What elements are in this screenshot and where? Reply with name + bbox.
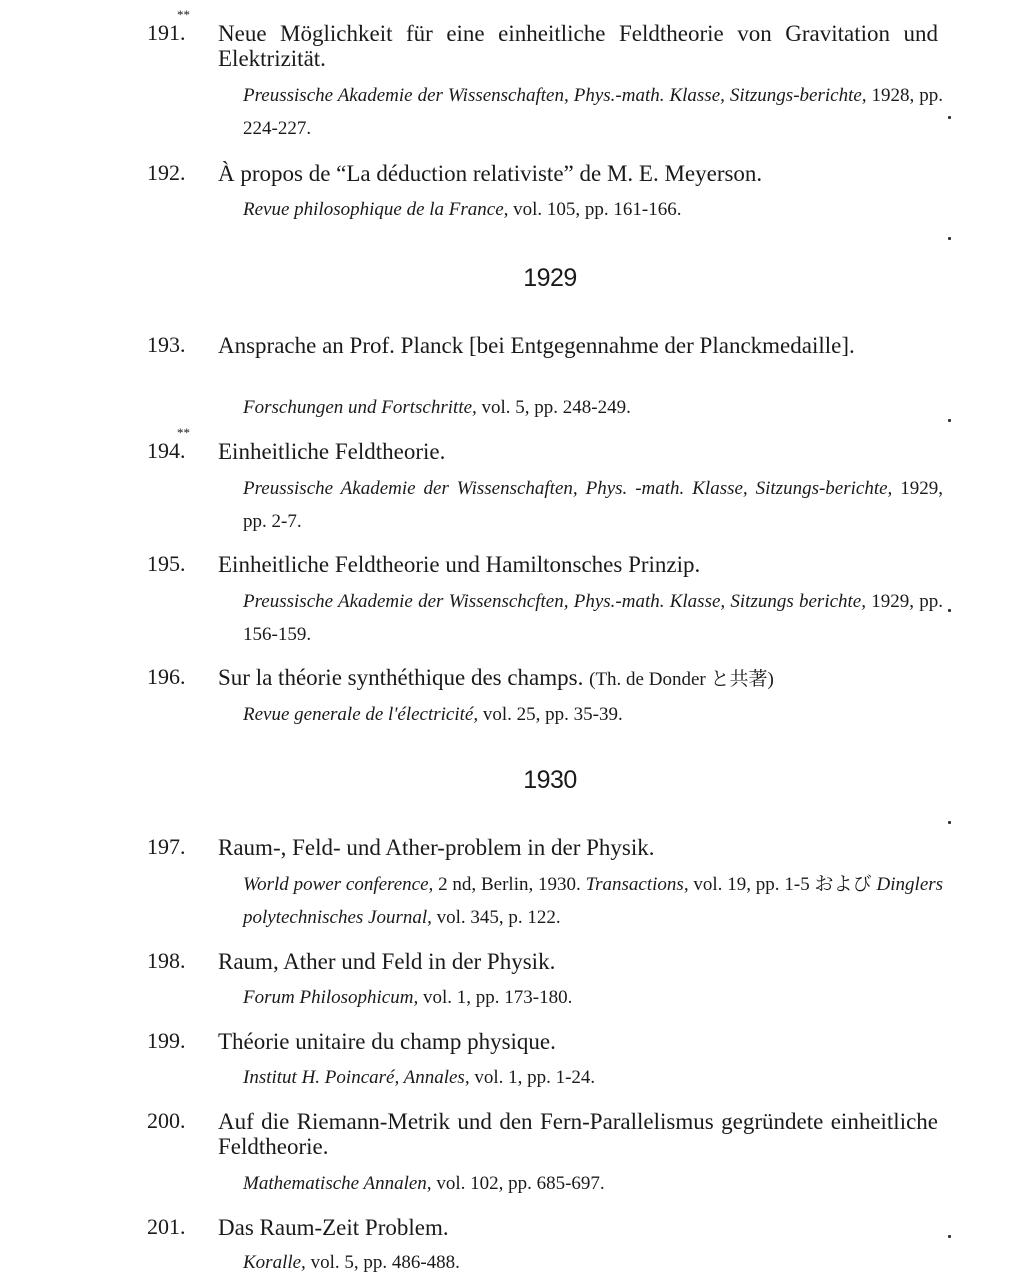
year-heading-1930: 1930 <box>523 766 577 794</box>
citation-details: 1929, pp. 156-159. <box>243 591 943 645</box>
journal-name: Forum Philosophicum, <box>243 987 419 1008</box>
entry-title: Raum-, Feld- und Ather-problem in der Physik. <box>218 835 655 860</box>
entry-title: Einheitliche Feldtheorie. <box>218 439 446 464</box>
citation-details: vol. 1, pp. 1-24. <box>469 1067 596 1088</box>
year-heading-1929: 1929 <box>523 264 577 292</box>
scan-speck <box>948 419 951 422</box>
journal-name: Mathematische Annalen, <box>243 1173 432 1194</box>
entry-number: 195. <box>147 551 186 576</box>
entry-title: Einheitliche Feldtheorie und Hamiltonsches Prinzip. <box>218 552 701 577</box>
entry-citation <box>243 79 943 145</box>
entry-title: Neue Möglichkeit für eine einheitliche Feldtheorie von Gravitation und Elektrizität. <box>218 21 938 71</box>
journal-name: Revue generale de l'électricité, <box>243 704 479 725</box>
citation-details: vol. 5, pp. 486-488. <box>305 1252 460 1273</box>
entry-number: 201. <box>147 1214 186 1239</box>
double-asterisk-mark: ** <box>177 425 190 440</box>
entry-citation <box>243 391 943 424</box>
scan-speck <box>948 821 951 824</box>
entry-citation <box>243 193 943 226</box>
entry-citation <box>243 585 943 651</box>
entry-number: 200. <box>147 1108 186 1133</box>
entry-title: À propos de “La déduction relativiste” de M. E. Meyerson. <box>218 161 763 186</box>
scan-speck <box>948 237 951 240</box>
entry-title: Das Raum-Zeit Problem. <box>218 1215 449 1240</box>
citation-details: vol. 25, pp. 35-39. <box>478 704 623 725</box>
entry-title-line <box>218 665 938 692</box>
scan-speck <box>948 116 951 119</box>
entry-citation <box>243 981 943 1014</box>
entry-number: 197. <box>147 834 186 859</box>
entry-citation <box>243 868 943 934</box>
entry-title: Sur la théorie synthéthique des champs. <box>218 665 584 690</box>
entry-number: 199. <box>147 1028 186 1053</box>
double-asterisk-mark: ** <box>177 7 190 22</box>
entry-title: Raum, Ather und Feld in der Physik. <box>218 949 556 974</box>
entry-number: 194. <box>147 438 186 463</box>
scan-speck <box>948 609 951 612</box>
entry-number: 193. <box>147 332 186 357</box>
entry-title: Ansprache an Prof. Planck [bei Entgegennahme der Planckmedaille]. <box>218 333 855 358</box>
entry-number: 196. <box>147 664 186 689</box>
entry-citation <box>243 698 943 731</box>
citation-details: vol. 102, pp. 685-697. <box>431 1173 605 1194</box>
entry-number: 192. <box>147 160 186 185</box>
entry-citation <box>243 1246 943 1279</box>
entry-number: 198. <box>147 948 186 973</box>
journal-name: Preussische Akademie der Wissenschaften, Phys.-math. Klasse, Sitzungs-berichte, <box>243 85 867 106</box>
scan-speck <box>948 1235 951 1238</box>
citation-details-2: vol. 19, pp. 1-5 および <box>688 874 872 895</box>
entry-citation <box>243 472 943 538</box>
citation-details: 2 nd, Berlin, 1930. <box>433 874 581 895</box>
entry-citation <box>243 1061 943 1094</box>
citation-details: vol. 5, pp. 248-249. <box>476 397 631 418</box>
entry-title: Théorie unitaire du champ physique. <box>218 1029 556 1054</box>
citation-details: 1928, pp. 224-227. <box>243 85 943 139</box>
journal-name: World power conference, <box>243 874 434 895</box>
journal-name: Institut H. Poincaré, Annales, <box>243 1067 470 1088</box>
journal-name: Koralle, <box>243 1252 306 1273</box>
citation-details: vol. 1, pp. 173-180. <box>418 987 573 1008</box>
entry-number: 191. <box>147 20 186 45</box>
journal-name: Preussische Akademie der Wissenschaften, Phys. -math. Klasse, Sitzungs-berichte, <box>243 478 893 499</box>
coauthor-note: (Th. de Donder と共著) <box>589 669 774 690</box>
journal-name-2: Transactions, <box>585 874 689 895</box>
journal-name: Revue philosophique de la France, <box>243 199 509 220</box>
journal-name: Forschungen und Fortschritte, <box>243 397 477 418</box>
entry-title: Auf die Riemann-Metrik und den Fern-Parallelismus gegründete einheitliche Feldtheorie. <box>218 1109 938 1159</box>
journal-name-3: Dinglers polytechnisches Journal, <box>243 874 944 928</box>
journal-name: Preussische Akademie der Wissenschcften, Phys.-math. Klasse, Sitzungs berichte, <box>243 591 866 612</box>
citation-details-3: vol. 345, p. 122. <box>431 907 561 928</box>
citation-details: vol. 105, pp. 161-166. <box>508 199 682 220</box>
citation-details: 1929, pp. 2-7. <box>243 478 943 532</box>
entry-citation <box>243 1167 943 1200</box>
